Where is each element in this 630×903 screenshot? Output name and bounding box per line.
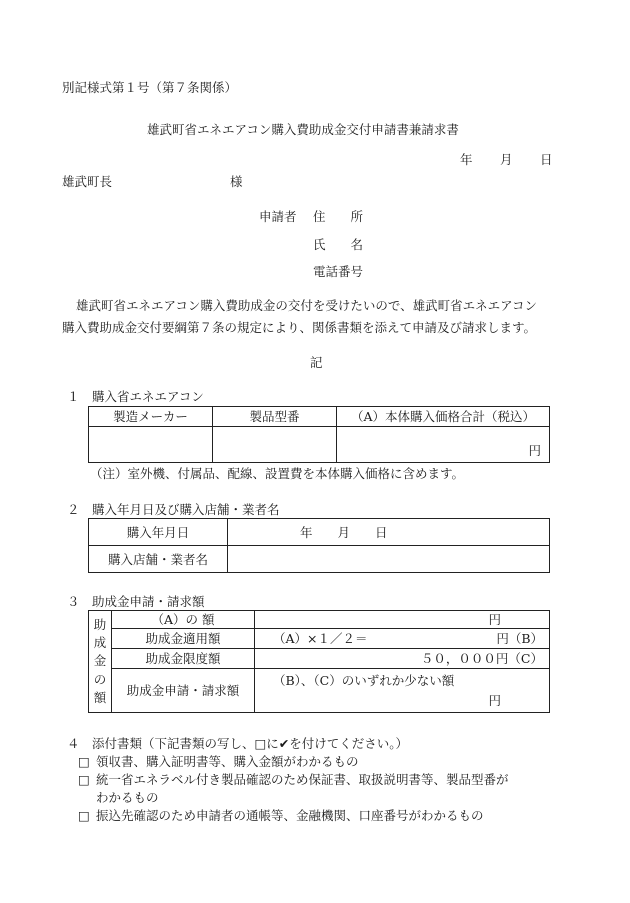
item-warranty-cont: わかるもの [96,790,159,805]
row-request-yen: 円 [488,693,501,708]
row-request-note: （B）、（C）のいずれか少ない額 [273,673,455,688]
store-field[interactable] [228,546,550,573]
row-request-field[interactable] [255,669,550,713]
checkbox-bankbook[interactable]: □ [78,808,90,823]
checkbox-receipt[interactable]: □ [78,754,90,769]
date-year: 年 [460,152,473,167]
header-price: （A）本体購入価格合計（税込） [337,407,550,427]
section2-table [88,518,550,573]
model-field[interactable] [213,427,337,463]
section3-heading: ３ 助成金申請・請求額 [67,594,205,609]
body-text-line1: 雄武町省エネエアコン購入費助成金の交付を受けたいので、雄武町省エネエアコン [76,298,538,313]
ki-label: 記 [310,355,323,370]
price-yen: 円 [528,443,541,458]
item-receipt: 領収書、購入証明書等、購入金額がわかるもの [96,754,359,769]
document-title: 雄武町省エネエアコン購入費助成金交付申請書兼請求書 [147,122,459,137]
item-warranty: 統一省エネラベル付き製品確認のため保証書、取扱説明書等、製品型番が [96,772,509,787]
applicant-name-label: 氏 名 [313,237,364,252]
section3-table [88,610,550,713]
purchase-date-field[interactable] [228,519,550,546]
checkbox-warranty[interactable]: □ [78,772,90,787]
section4-heading: ４ 添付書類（下記書類の写し、□に✔を付けてください。） [67,736,409,751]
purchase-date-value: 年 月 日 [300,524,388,540]
row-b-formula: （A）×１／２＝ [273,631,368,646]
store-label: 購入店舗・業者名 [89,546,228,573]
purchase-date-label: 購入年月日 [89,519,228,546]
section1-note: （注）室外機、付属品、配線、設置費を本体購入価格に含めます。 [90,466,465,481]
row-request-label: 助成金申請・請求額 [112,669,255,713]
side-char: 成 [93,635,107,651]
row-b-label: 助成金適用額 [112,629,255,649]
form-number: 別記様式第１号（第７条関係） [62,80,238,95]
applicant-address-label: 住 所 [313,209,364,224]
row-a-label: （A）の 額 [112,611,255,629]
row-a-yen: 円 [488,612,501,627]
addressee-honorific: 様 [230,174,243,189]
row-c-value: ５０，０００円（C） [255,649,550,669]
applicant-label: 申請者 [259,209,297,224]
row-c-label: 助成金限度額 [112,649,255,669]
row-a-field[interactable] [255,611,550,629]
section1-table [88,406,550,463]
row-b-yen: 円（B） [496,631,543,646]
section1-heading: １ 購入省エネエアコン [67,389,204,404]
date-month: 月 [500,152,513,167]
maker-field[interactable] [89,427,213,463]
date-day: 日 [540,152,553,167]
header-model: 製品型番 [213,407,337,427]
side-label [89,611,112,713]
section2-heading: ２ 購入年月日及び購入店舗・業者名 [67,502,280,517]
side-char: 額 [93,689,107,705]
item-bankbook: 振込先確認のため申請者の通帳等、金融機関、口座番号がわかるもの [96,808,484,823]
addressee-name: 雄武町長 [62,174,113,189]
body-text-line2: 購入費助成金交付要綱第７条の規定により、関係書類を添えて申請及び請求します。 [62,320,537,335]
side-char: の [93,671,107,687]
price-field[interactable] [337,427,550,463]
applicant-phone-label: 電話番号 [313,264,364,279]
header-maker: 製造メーカー [89,407,213,427]
side-char: 金 [93,653,107,669]
row-b-field[interactable] [255,629,550,649]
side-char: 助 [93,617,107,633]
